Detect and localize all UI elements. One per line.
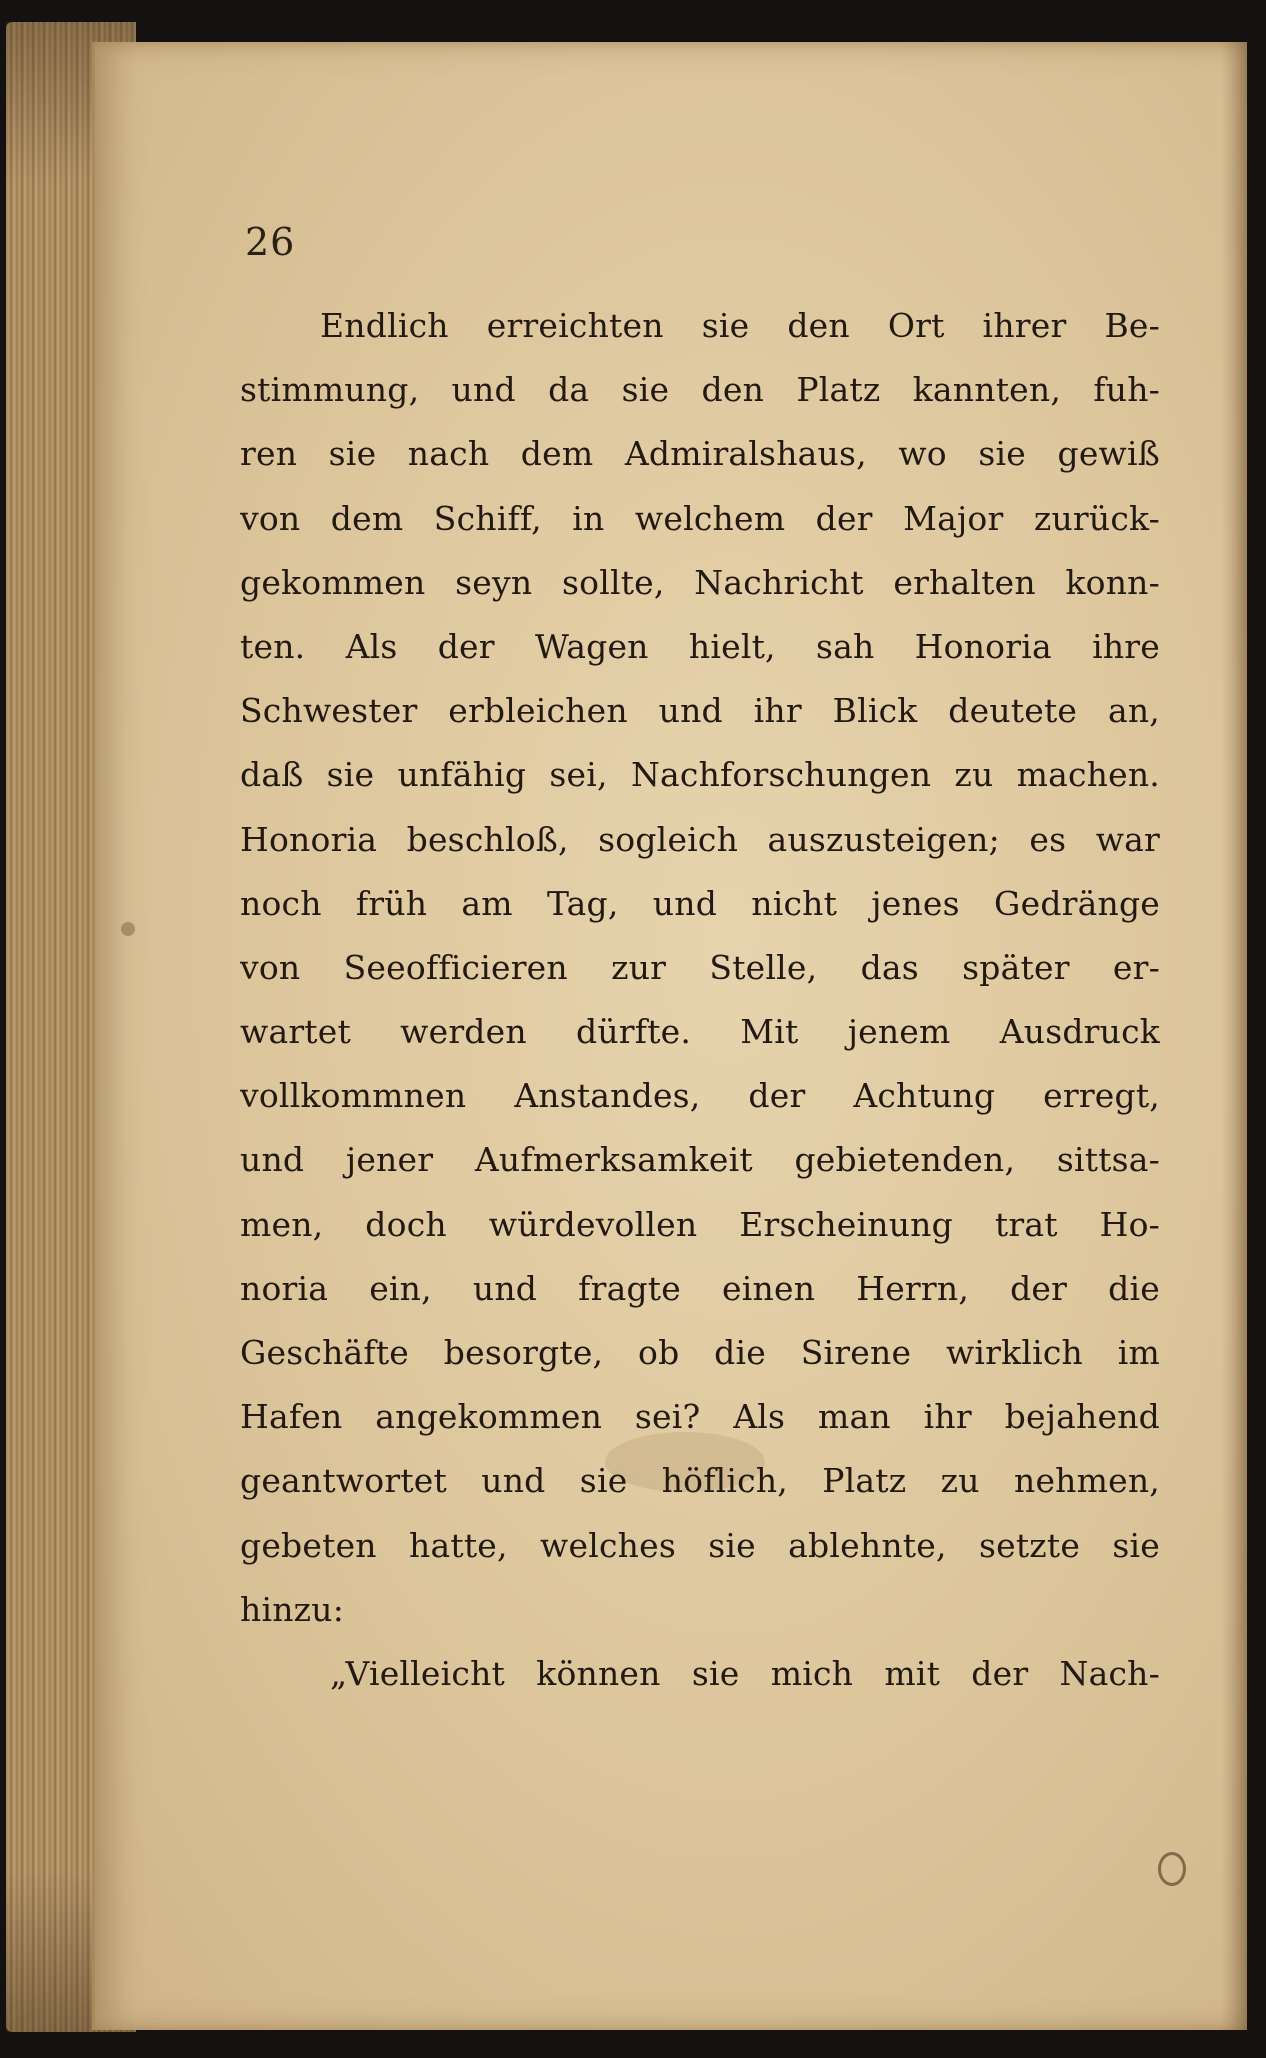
text-line: gekommen seyn sollte, Nachricht erhalten konn- bbox=[240, 562, 1160, 602]
text-line: hinzu: bbox=[240, 1589, 345, 1629]
text-line: gebeten hatte, welches sie ablehnte, setzte sie bbox=[240, 1525, 1160, 1565]
text-line: noch früh am Tag, und nicht jenes Gedränge bbox=[240, 883, 1160, 923]
text-line: und jener Aufmerksamkeit gebietenden, sittsa- bbox=[240, 1140, 1160, 1180]
text-line: Hafen angekommen sei? Als man ihr bejahend bbox=[240, 1397, 1160, 1437]
text-line: vollkommnen Anstandes, der Achtung erregt, bbox=[240, 1076, 1160, 1116]
text-line: wartet werden dürfte. Mit jenem Ausdruck bbox=[240, 1012, 1160, 1052]
text-line: daß sie unfähig sei, Nachforschungen zu machen. bbox=[240, 755, 1160, 795]
text-line: geantwortet und sie höflich, Platz zu nehmen, bbox=[240, 1461, 1160, 1501]
text-line: men, doch würdevollen Erscheinung trat Ho- bbox=[240, 1204, 1160, 1244]
text-line: „Vielleicht können sie mich mit der Nach- bbox=[330, 1653, 1160, 1693]
text-line: ren sie nach dem Admiralshaus, wo sie gewiß bbox=[240, 434, 1160, 474]
text-line: Schwester erbleichen und ihr Blick deutete an, bbox=[240, 691, 1160, 731]
page-number: 26 bbox=[245, 220, 296, 264]
text-line: Geschäfte besorgte, ob die Sirene wirklich im bbox=[240, 1333, 1160, 1372]
body-text bbox=[240, 294, 1160, 1706]
text-line: noria ein, und fragte einen Herrn, der die bbox=[240, 1268, 1160, 1308]
text-line: ten. Als der Wagen hielt, sah Honoria ihre bbox=[240, 626, 1160, 666]
page-shadow bbox=[1221, 42, 1247, 2030]
text-line: stimmung, und da sie den Platz kannten, fuh- bbox=[240, 370, 1160, 410]
text-line: von Seeofficieren zur Stelle, das später er- bbox=[240, 947, 1160, 987]
paper-stain bbox=[121, 922, 135, 936]
text-line: Endlich erreichten sie den Ort ihrer Be- bbox=[320, 306, 1160, 345]
text-line: Honoria beschloß, sogleich auszusteigen; es war bbox=[240, 819, 1160, 859]
text-line: von dem Schiff, in welchem der Major zurück- bbox=[240, 498, 1160, 538]
ring-mark bbox=[1158, 1852, 1186, 1886]
